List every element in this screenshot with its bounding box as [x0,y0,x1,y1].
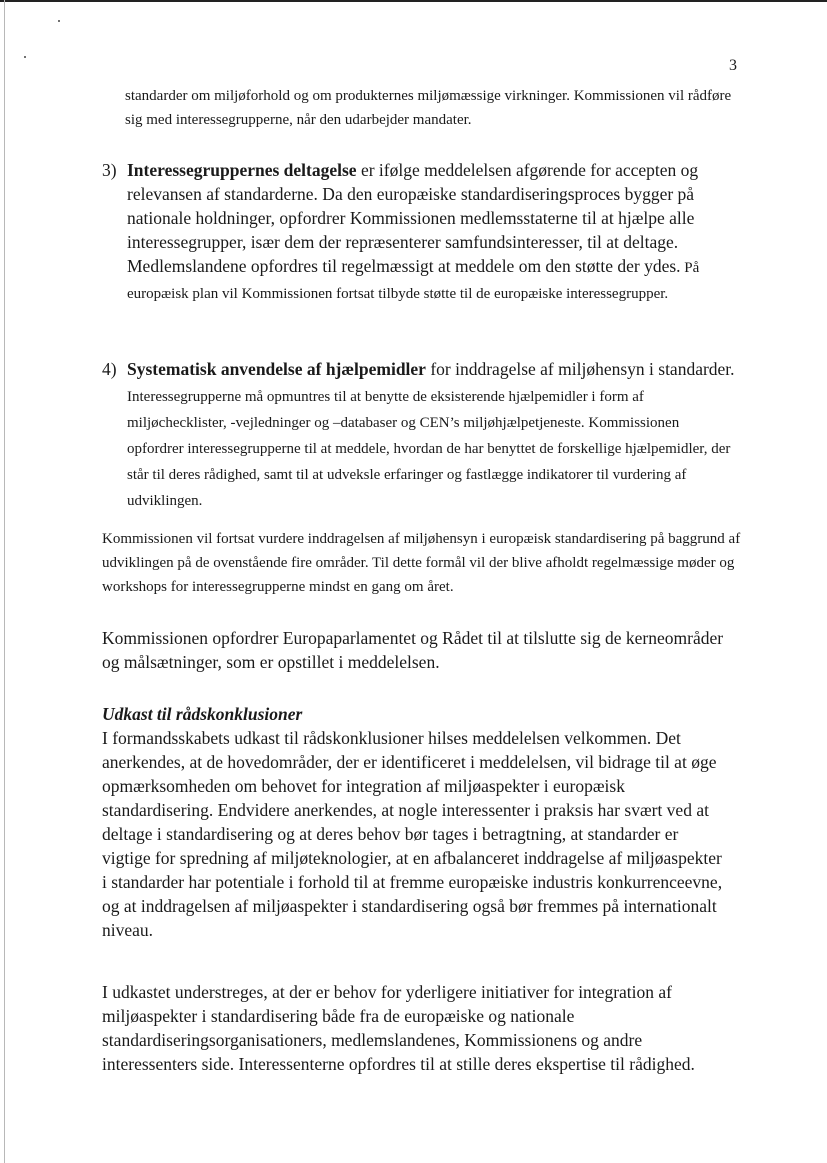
list-item-number: 3) [102,160,117,180]
call-paragraph: Kommissionen opfordrer Europaparlamentet og Rådet til at tilslutte sig de kerneområder og målsætninger, som er opstillet i meddelelsen. [102,628,724,672]
page-left-border [4,0,5,1163]
scan-speck [24,56,26,58]
draft-paragraph: I formandsskabets udkast til rådskonklusioner hilses meddelelsen velkommen. Det anerkendes, at de hovedområder, der er identificeret i meddelelsen, vil bidrage til at øge opmærksomheden om behovet for integration af miljøaspekter i europæisk standardisering. Endvidere anerkendes, at nogle interessenter i praksis har svært ved at deltage i standardisering og at deres behov bør tages i betragtning, at standarder er vigtige for spredning af miljøteknologier, at en afbalanceret inddragelse af miljøaspekter i standarder har potentiale i forhold til at fremme europæiske industris konkurrenceevne, og at inddragelsen af miljøaspekter i standardisering også bør fremmes på internationalt niveau. [102,728,723,940]
emphasis-paragraph: I udkastet understreges, at der er behov for yderligere initiativer for integration af miljøaspekter i standardisering både fra de europæiske og nationale standardiseringsorganisationers, medlemslandenes, Kommissionens og andre interessenters side. Interessenterne opfordres til at stille deres ekspertise til rådighed. [102,982,695,1074]
list-item-tools [127,357,739,513]
list-item-text: er ifølge meddelelsen afgørende for accepten og relevansen af standarderne. Da den europæiske standardiseringsproces bygger på nationale holdninger, opfordrer Kommissionen medlemsstaterne til at hjælpe alle interessegrupper, især dem der repræsenterer samfundsinteresser, til at deltage. Medlemslandene opfordres til regelmæssigt at meddele om den støtte der ydes. [127,160,699,276]
list-item-lead: Interessegruppernes deltagelse [127,160,357,180]
intro-paragraph: standarder om miljøforhold og om produkternes miljømæssige virkninger. Kommissionen vil rådføre sig med interessegrupperne, når den udarbejder mandater. [125,88,732,128]
list-item-interest-groups [127,158,743,306]
list-item-small-text: På europæisk plan vil Kommissionen fortsat tilbyde støtte til de europæiske interessegrupper. [127,260,700,302]
list-item-small-text: Interessegrupperne må opmuntres til at benytte de eksisterende hjælpemidler i form af miljøchecklister, -vejledninger og –databaser og CEN’s miljøhjælpetjeneste. Kommissionen opfordrer interessegrupperne til at meddele, hvordan de har benyttet de forskellige hjælpemidler, der står til deres rådighed, samt til at udveksle erfaringer og fastlægge indikatorer til vurdering af udviklingen. [127,389,731,509]
scan-speck [58,20,60,22]
page-top-border [0,0,827,2]
list-item-lead: Systematisk anvendelse af hjælpemidler [127,359,426,379]
page-number: 3 [729,57,737,74]
section-heading: Udkast til rådskonklusioner [102,704,303,724]
list-item-number: 4) [102,359,117,379]
list-item-text: for inddragelse af miljøhensyn i standarder. [425,359,735,379]
review-paragraph: Kommissionen vil fortsat vurdere inddragelsen af miljøhensyn i europæisk standardisering på baggrund af udviklingen på de ovenstående fire områder. Til dette formål vil der blive afholdt regelmæssige møder og workshops for interessegrupperne mindst en gang om året. [102,531,741,595]
